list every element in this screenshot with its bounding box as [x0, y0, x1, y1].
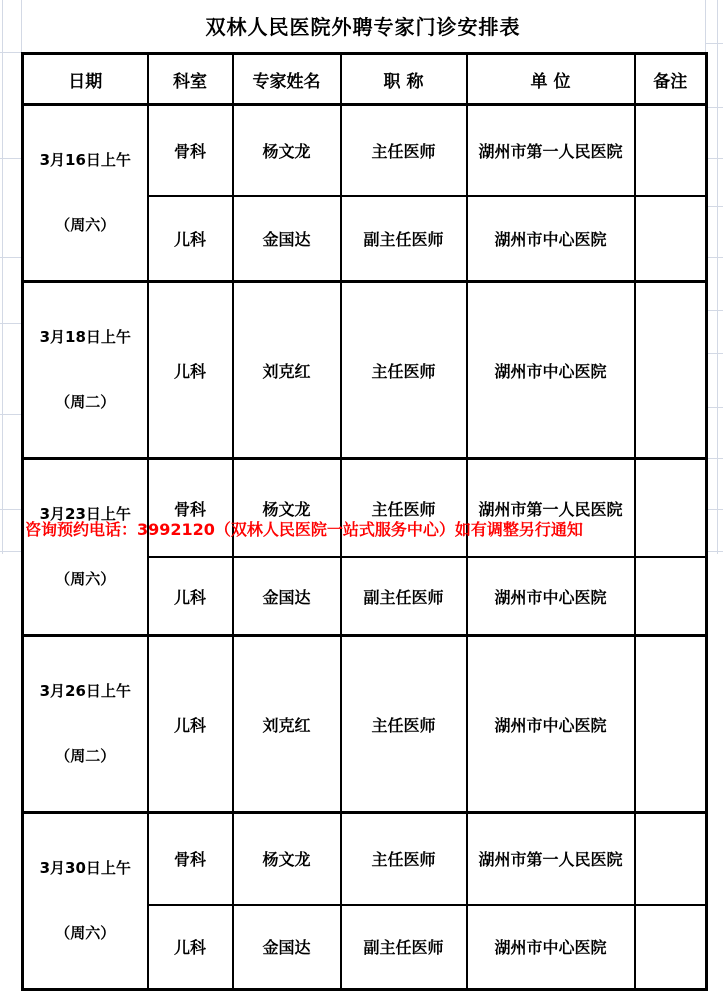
gridline: [0, 323, 21, 324]
dept-cell: 儿科: [148, 557, 233, 635]
gridline: [0, 509, 21, 510]
date-line1: 3月16日上午: [39, 150, 131, 169]
header-org: 单 位: [467, 54, 635, 105]
date-line1: 3月18日上午: [39, 327, 131, 346]
gridline: [717, 0, 718, 554]
dept-cell: 儿科: [148, 636, 233, 813]
date-line2: （周六）: [55, 569, 116, 588]
dept-cell: 骨科: [148, 813, 233, 905]
header-name: 专家姓名: [233, 54, 341, 105]
gridline: [2, 0, 3, 554]
table-row: [23, 813, 707, 905]
title-cell: 主任医师: [341, 105, 467, 196]
note-cell: [635, 905, 707, 990]
note-cell: [635, 813, 707, 905]
dept-cell: 儿科: [148, 196, 233, 282]
dept-cell: 儿科: [148, 282, 233, 459]
date-line2: （周二）: [55, 392, 116, 411]
org-cell: 湖州市中心医院: [467, 282, 635, 459]
org-cell: 湖州市第一人民医院: [467, 813, 635, 905]
note-cell: [635, 636, 707, 813]
org-cell: 湖州市中心医院: [467, 196, 635, 282]
header-note: 备注: [635, 54, 707, 105]
org-cell: 湖州市中心医院: [467, 636, 635, 813]
title-cell: 主任医师: [341, 813, 467, 905]
note-cell: [635, 196, 707, 282]
name-cell: 杨文龙: [233, 105, 341, 196]
header-date: 日期: [23, 54, 148, 105]
date-cell: [23, 105, 148, 282]
gridline: [0, 158, 21, 159]
table-header-row: [23, 54, 707, 105]
dept-cell: 儿科: [148, 905, 233, 990]
title-cell: 主任医师: [341, 282, 467, 459]
date-line2: （周二）: [55, 746, 116, 765]
title-cell: 副主任医师: [341, 905, 467, 990]
gridline: [0, 52, 21, 53]
title-cell: 副主任医师: [341, 196, 467, 282]
title-cell: 副主任医师: [341, 557, 467, 635]
gridline: [0, 414, 21, 415]
date-line2: （周六）: [55, 215, 116, 234]
gridline: [0, 257, 21, 258]
date-cell: [23, 636, 148, 813]
org-cell: 湖州市第一人民医院: [467, 459, 635, 558]
dept-cell: 骨科: [148, 105, 233, 196]
date-line1: 3月26日上午: [39, 681, 131, 700]
org-cell: 湖州市第一人民医院: [467, 105, 635, 196]
table-row: [23, 282, 707, 459]
note-cell: [635, 105, 707, 196]
table-row: [23, 636, 707, 813]
name-cell: 杨文龙: [233, 813, 341, 905]
note-cell: [635, 557, 707, 635]
gridline: [705, 43, 723, 44]
header-dept: 科室: [148, 54, 233, 105]
page-title: 双林人民医院外聘专家门诊安排表: [205, 14, 521, 39]
date-cell: [23, 282, 148, 459]
title-cell: 主任医师: [341, 636, 467, 813]
org-cell: 湖州市中心医院: [467, 905, 635, 990]
date-line1: 3月30日上午: [39, 858, 131, 877]
org-cell: 湖州市中心医院: [467, 557, 635, 635]
booking-notice: 咨询预约电话：3992120（双林人民医院一站式服务中心）如有调整另行通知: [25, 520, 583, 539]
date-line1: 3月23日上午: [39, 504, 131, 523]
note-cell: [635, 282, 707, 459]
name-cell: 刘克红: [233, 282, 341, 459]
name-cell: 金国达: [233, 905, 341, 990]
name-cell: 金国达: [233, 557, 341, 635]
name-cell: 杨文龙: [233, 459, 341, 558]
table-row: [23, 105, 707, 196]
date-cell: [23, 813, 148, 990]
dept-cell: 骨科: [148, 459, 233, 558]
name-cell: 金国达: [233, 196, 341, 282]
title-cell: 主任医师: [341, 459, 467, 558]
date-line2: （周六）: [55, 923, 116, 942]
name-cell: 刘克红: [233, 636, 341, 813]
header-title: 职 称: [341, 54, 467, 105]
